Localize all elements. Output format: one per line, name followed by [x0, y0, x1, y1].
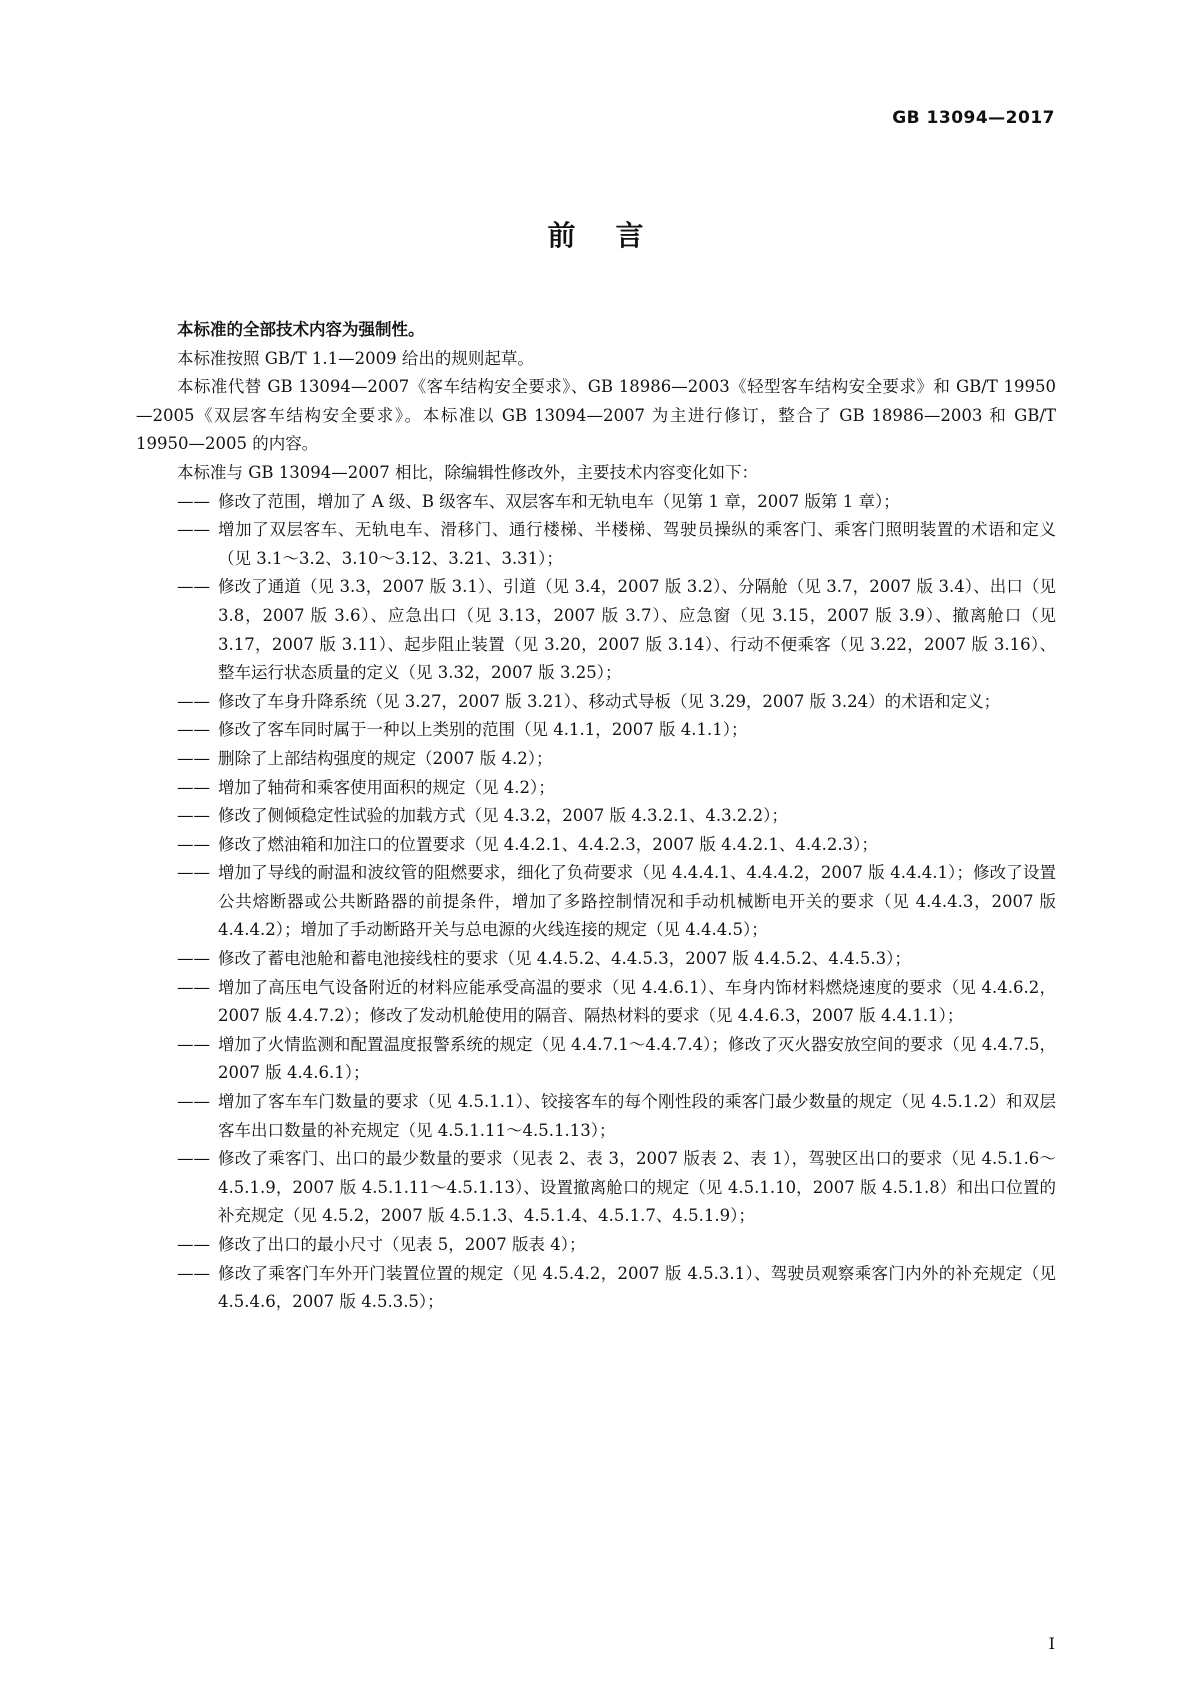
list-item	[136, 516, 1056, 573]
dash-marker: ——	[177, 863, 210, 883]
dash-marker: ——	[177, 491, 210, 511]
list-item-text: 修改了侧倾稳定性试验的加载方式（见 4.3.2，2007 版 4.3.2.1、4.3.2.2）；	[218, 806, 788, 826]
list-item	[136, 1145, 1056, 1231]
dash-marker: ——	[177, 806, 210, 826]
list-item-text: 修改了车身升降系统（见 3.27，2007 版 3.21）、移动式导板（见 3.29，2007 版 3.24）的术语和定义；	[218, 691, 1001, 711]
list-item-text: 增加了轴荷和乘客使用面积的规定（见 4.2）；	[218, 777, 555, 797]
list-item	[136, 1031, 1056, 1088]
changes-list	[136, 488, 1056, 1317]
list-item	[136, 1260, 1056, 1317]
dash-marker: ——	[177, 949, 210, 969]
list-item-text: 增加了双层客车、无轨电车、滑移门、通行楼梯、半楼梯、驾驶员操纵的乘客门、乘客门照明装置的术语和定义（见 3.1～3.2、3.10～3.12、3.21、3.31）；	[218, 520, 1056, 568]
list-item	[136, 859, 1056, 945]
list-item-text: 增加了火情监测和配置温度报警系统的规定（见 4.4.7.1～4.4.7.4）；修改了灭火器安放空间的要求（见 4.4.7.5，2007 版 4.4.6.1）；	[218, 1034, 1056, 1083]
dash-marker: ——	[177, 577, 210, 597]
list-item-text: 修改了通道（见 3.3，2007 版 3.1）、引道（见 3.4，2007 版 3.2）、分隔舱（见 3.7，2007 版 3.4）、出口（见 3.8，2007 版 3.6）、应急出口（见 3.13，2007 版 3.7）、应急窗（见 3.15，2007 版 3.9）、撤离舱口（见 3.17，2007 版 3.11）、起步阻止装置（见 3.20，2007 版 3.14）、行动不便乘客（见 3.22，2007 版 3.16）、整车运行状态质量的定义（见 3.32，2007 版 3.25）；	[218, 577, 1056, 683]
list-item-text: 修改了乘客门车外开门装置位置的规定（见 4.5.4.2，2007 版 4.5.3.1）、驾驶员观察乘客门内外的补充规定（见 4.5.4.6，2007 版 4.5.3.5）；	[218, 1263, 1056, 1312]
list-item-text: 删除了上部结构强度的规定（2007 版 4.2）；	[218, 748, 553, 768]
mandatory-statement: 本标准的全部技术内容为强制性。	[177, 320, 425, 339]
page-title: 前言	[547, 219, 684, 252]
dash-marker: ——	[177, 520, 210, 540]
list-item	[136, 716, 1056, 745]
list-item	[136, 488, 1056, 517]
dash-marker: ——	[177, 777, 210, 797]
page-number: I	[1048, 1634, 1055, 1653]
dash-marker: ——	[177, 1235, 210, 1254]
list-item	[136, 831, 1056, 860]
list-item-text: 修改了范围，增加了 A 级、B 级客车、双层客车和无轨电车（见第 1 章，2007 版第 1 章）；	[218, 491, 900, 511]
list-item	[136, 1088, 1056, 1145]
list-item	[136, 1231, 1056, 1260]
changes-intro-paragraph: 本标准与 GB 13094—2007 相比，除编辑性修改外，主要技术内容变化如下：	[177, 462, 759, 482]
list-item-text: 修改了出口的最小尺寸（见表 5，2007 版表 4）；	[218, 1235, 586, 1254]
dash-marker: ——	[177, 1263, 210, 1283]
list-item	[136, 745, 1056, 774]
list-item	[136, 688, 1056, 717]
list-item	[136, 974, 1056, 1031]
list-item	[136, 573, 1056, 687]
list-item-text: 增加了高压电气设备附近的材料应能承受高温的要求（见 4.4.6.1）、车身内饰材料燃烧速度的要求（见 4.4.6.2，2007 版 4.4.7.2）；修改了发动机舱使用的隔音、隔热材料的要求（见 4.4.6.3，2007 版 4.4.1.1）；	[218, 977, 1056, 1026]
list-item-text: 修改了燃油箱和加注口的位置要求（见 4.4.2.1、4.4.2.3，2007 版 4.4.2.1、4.4.2.3）；	[218, 834, 878, 854]
dash-marker: ——	[177, 834, 210, 854]
dash-marker: ——	[177, 720, 210, 740]
list-item-text: 修改了客车同时属于一种以上类别的范围（见 4.1.1，2007 版 4.1.1）；	[218, 720, 748, 740]
document-body	[136, 316, 1056, 1317]
list-item	[136, 945, 1056, 974]
dash-marker: ——	[177, 691, 210, 711]
list-item	[136, 774, 1056, 803]
drafting-rules-paragraph: 本标准按照 GB/T 1.1—2009 给出的规则起草。	[177, 348, 534, 368]
standard-number: GB 13094—2017	[892, 108, 1055, 128]
dash-marker: ——	[177, 977, 210, 997]
dash-marker: ——	[177, 748, 210, 768]
replacement-paragraph: 本标准代替 GB 13094—2007《客车结构安全要求》、GB 18986—2003《轻型客车结构安全要求》和 GB/T 19950—2005《双层客车结构安全要求》。本标准以 GB 13094—2007 为主进行修订，整合了 GB 18986—2003 和 GB/T 19950—2005 的内容。	[136, 377, 1056, 454]
dash-marker: ——	[177, 1034, 210, 1054]
list-item-text: 增加了客车车门数量的要求（见 4.5.1.1）、铰接客车的每个刚性段的乘客门最少数量的规定（见 4.5.1.2）和双层客车出口数量的补充规定（见 4.5.1.11～4.5.1.13）；	[218, 1092, 1056, 1140]
dash-marker: ——	[177, 1092, 210, 1112]
list-item	[136, 802, 1056, 831]
dash-marker: ——	[177, 1149, 210, 1169]
list-item-text: 修改了蓄电池舱和蓄电池接线柱的要求（见 4.4.5.2、4.4.5.3，2007 版 4.4.5.2、4.4.5.3）；	[218, 949, 911, 969]
list-item-text: 增加了导线的耐温和波纹管的阻燃要求，细化了负荷要求（见 4.4.4.1、4.4.4.2，2007 版 4.4.4.1）；修改了设置公共熔断器或公共断路器的前提条件，增加了多路控制情况和手动机械断电开关的要求（见 4.4.4.3，2007 版 4.4.4.2）；增加了手动断路开关与总电源的火线连接的规定（见 4.4.4.5）；	[218, 863, 1056, 940]
list-item-text: 修改了乘客门、出口的最少数量的要求（见表 2、表 3，2007 版表 2、表 1），驾驶区出口的要求（见 4.5.1.6～4.5.1.9，2007 版 4.5.1.11～4.5.1.13）、设置撤离舱口的规定（见 4.5.1.10，2007 版 4.5.1.8）和出口位置的补充规定（见 4.5.2，2007 版 4.5.1.3、4.5.1.4、4.5.1.7、4.5.1.9）；	[218, 1149, 1056, 1226]
